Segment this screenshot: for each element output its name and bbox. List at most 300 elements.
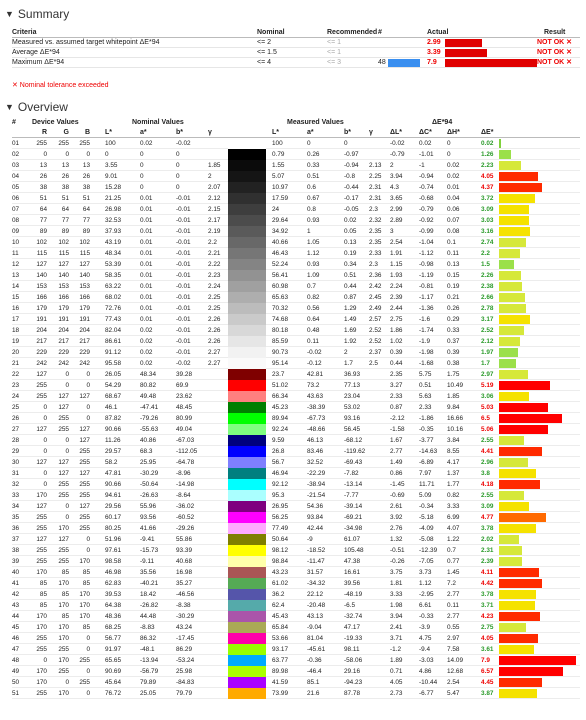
device-g: 0: [65, 514, 69, 521]
delta-l: -0.26: [390, 558, 405, 565]
delta-e-bar: [499, 436, 524, 445]
patch-id: 05: [12, 184, 20, 191]
delta-l: 0.71: [390, 668, 403, 675]
patch-id: 45: [12, 624, 20, 631]
delta-l: 0.86: [390, 470, 403, 477]
device-r: 0: [43, 657, 47, 664]
delta-e: 2.55: [481, 437, 494, 444]
delta-e: 4.45: [481, 679, 494, 686]
measured-b: -68.12: [344, 437, 363, 444]
device-r: 255: [36, 514, 47, 521]
delta-c: -0.98: [419, 261, 434, 268]
delta-h: 4.17: [447, 459, 460, 466]
nominal-l: 15.28: [105, 184, 121, 191]
overview-column-header-row: [12, 128, 580, 138]
device-b: 204: [79, 327, 90, 334]
col-header-hash: #: [12, 119, 16, 126]
nominal-gamma: 2.23: [208, 272, 221, 279]
measured-b: -13.14: [344, 481, 363, 488]
delta-e: 4.05: [481, 173, 494, 180]
measured-b: -32.74: [344, 613, 363, 620]
delta-e-bar: [499, 392, 529, 401]
device-g: 0: [65, 371, 69, 378]
summary-criteria: Average ΔE*94: [12, 49, 60, 56]
measured-gamma: 2.37: [369, 349, 382, 356]
delta-l: 0.39: [390, 349, 403, 356]
measured-gamma: 2.31: [369, 195, 382, 202]
delta-e: 4.41: [481, 448, 494, 455]
patch-id: 07: [12, 206, 20, 213]
delta-h: 10.16: [447, 426, 463, 433]
delta-e-bar: [499, 260, 514, 269]
measured-b: 0.05: [344, 228, 357, 235]
patch-id: 26: [12, 415, 20, 422]
measured-a: 0.7: [307, 283, 316, 290]
color-swatch: [228, 545, 266, 556]
overview-row: [12, 259, 580, 270]
delta-e: 3.16: [481, 228, 494, 235]
nominal-a: 0.01: [140, 217, 153, 224]
device-r: 85: [39, 602, 47, 609]
measured-l: 90.73: [272, 349, 288, 356]
measured-b: 1.49: [344, 316, 357, 323]
patch-id: 27: [12, 426, 20, 433]
measured-l: 40.66: [272, 239, 288, 246]
color-swatch: [228, 226, 266, 237]
delta-l: 4.05: [390, 679, 403, 686]
nominal-gamma: 2.25: [208, 294, 221, 301]
device-g: 255: [58, 547, 69, 554]
nominal-gamma: 2.26: [208, 338, 221, 345]
delta-l: -0.51: [390, 547, 405, 554]
delta-l: 2.61: [390, 503, 403, 510]
device-g: 85: [61, 613, 69, 620]
device-g: 77: [61, 217, 69, 224]
device-g: 64: [61, 206, 69, 213]
overview-row: [12, 666, 580, 677]
delta-e: 2.66: [481, 294, 494, 301]
delta-e-bar: [499, 403, 548, 412]
device-r: 255: [36, 635, 47, 642]
device-r: 170: [36, 668, 47, 675]
delta-c: -0.92: [419, 217, 434, 224]
delta-c: 6.61: [419, 602, 432, 609]
measured-a: -48.66: [307, 426, 326, 433]
patch-id: 37: [12, 536, 20, 543]
delta-h: 9.84: [447, 404, 460, 411]
device-b: 170: [79, 602, 90, 609]
summary-criteria: Maximum ΔE*94: [12, 59, 65, 66]
device-r: 140: [36, 272, 47, 279]
nominal-l: 39.53: [105, 591, 121, 598]
delta-h: 0.06: [447, 206, 460, 213]
device-r: 170: [36, 492, 47, 499]
patch-id: 06: [12, 195, 20, 202]
device-g: 127: [58, 393, 69, 400]
color-swatch: [228, 501, 266, 512]
device-b: 255: [79, 514, 90, 521]
nominal-a: 0.01: [140, 305, 153, 312]
measured-b: -7.77: [344, 492, 359, 499]
measured-b: -48.19: [344, 591, 363, 598]
nominal-b: -0.01: [176, 327, 191, 334]
measured-a: -21.54: [307, 492, 326, 499]
delta-l: 3.65: [390, 195, 403, 202]
measured-b: -0.05: [344, 206, 359, 213]
patch-id: 01: [12, 140, 20, 147]
delta-c: -0.33: [419, 613, 434, 620]
measured-a: 0.93: [307, 261, 320, 268]
delta-e-bar: [499, 271, 521, 280]
patch-id: 44: [12, 613, 20, 620]
delta-h: 1.37: [447, 470, 460, 477]
patch-id: 20: [12, 349, 20, 356]
device-r: 0: [43, 415, 47, 422]
device-b: 0: [86, 547, 90, 554]
delta-h: 0.01: [447, 184, 460, 191]
delta-h: 0.19: [447, 283, 460, 290]
summary-section-header[interactable]: [0, 6, 69, 22]
measured-a: -46.4: [307, 668, 322, 675]
overview-section-header[interactable]: [0, 99, 68, 115]
nominal-a: 25.95: [140, 459, 156, 466]
delta-l: 2: [390, 162, 394, 169]
nominal-l: 82.04: [105, 327, 121, 334]
delta-h: 0.7: [447, 547, 456, 554]
measured-b: -69.43: [344, 459, 363, 466]
device-r: 0: [43, 404, 47, 411]
delta-c: -3.9: [419, 624, 431, 631]
delta-c: -12.39: [419, 547, 438, 554]
delta-e-bar: [499, 216, 529, 225]
nominal-l: 68.67: [105, 393, 121, 400]
delta-e-bar: [499, 150, 511, 159]
measured-l: 34.92: [272, 228, 288, 235]
patch-id: 47: [12, 646, 20, 653]
delta-e: 4.37: [481, 184, 494, 191]
patch-id: 16: [12, 305, 20, 312]
nominal-l: 76.72: [105, 690, 121, 697]
color-swatch: [228, 633, 266, 644]
color-swatch: [228, 380, 266, 391]
measured-l: 29.64: [272, 217, 288, 224]
device-r: 255: [36, 547, 47, 554]
device-b: 127: [79, 437, 90, 444]
header-recommended: Recommended: [327, 29, 378, 36]
measured-l: 0.79: [272, 151, 285, 158]
overview-row: [12, 688, 580, 699]
delta-c: -1.9: [419, 338, 431, 345]
overview-row: [12, 347, 580, 358]
device-g: 255: [58, 668, 69, 675]
device-g: 170: [58, 602, 69, 609]
measured-a: 46.13: [307, 437, 323, 444]
delta-l: 2.99: [390, 206, 403, 213]
delta-e: 5.03: [481, 404, 494, 411]
patch-id: 28: [12, 437, 20, 444]
measured-b: 1.7: [344, 360, 353, 367]
summary-criteria: Measured vs. assumed target whitepoint ΔE*94: [12, 39, 160, 46]
delta-e: 7.9: [481, 657, 490, 664]
measured-l: 5.07: [272, 173, 285, 180]
device-r: 26: [39, 173, 47, 180]
nominal-l: 46.1: [105, 404, 118, 411]
nominal-a: 0: [140, 184, 144, 191]
device-b: 85: [82, 569, 90, 576]
nominal-l: 63.22: [105, 283, 121, 290]
delta-l: 1.49: [390, 459, 403, 466]
measured-b: -119.62: [344, 448, 366, 455]
delta-e-bar: [499, 678, 542, 687]
nominal-b: 16.98: [176, 569, 192, 576]
nominal-a: 35.56: [140, 569, 156, 576]
nominal-l: 58.2: [105, 459, 118, 466]
device-g: 0: [65, 382, 69, 389]
delta-h: 16.66: [447, 415, 463, 422]
delta-c: -0.35: [419, 426, 434, 433]
delta-e-bar: [499, 370, 528, 379]
overview-row: [12, 589, 580, 600]
measured-l: 95.3: [272, 492, 285, 499]
measured-a: 81.04: [307, 635, 323, 642]
measured-b: 0.44: [344, 283, 357, 290]
device-r: 0: [43, 151, 47, 158]
measured-l: 10.97: [272, 184, 288, 191]
measured-a: 85.1: [307, 679, 320, 686]
delta-e-bar: [499, 194, 535, 203]
measured-a: 0.82: [307, 294, 320, 301]
delta-h: 12.68: [447, 668, 463, 675]
nominal-b: -30.29: [176, 613, 195, 620]
nominal-l: 91.97: [105, 646, 121, 653]
overview-row: [12, 138, 580, 149]
nominal-b: -64.78: [176, 459, 195, 466]
color-swatch: [228, 677, 266, 688]
measured-b: 87.78: [344, 690, 360, 697]
device-g: 0: [65, 503, 69, 510]
measured-a: -38.94: [307, 481, 326, 488]
measured-l: 45.43: [272, 613, 288, 620]
device-r: 170: [36, 679, 47, 686]
delta-e: 2.23: [481, 162, 494, 169]
summary-recommended: <= 3: [327, 59, 342, 66]
nominal-b: 0: [176, 173, 180, 180]
nominal-a: 0.01: [140, 316, 153, 323]
delta-h: 0.26: [447, 305, 460, 312]
delta-c: -0.68: [419, 195, 434, 202]
device-b: 0: [86, 690, 90, 697]
measured-l: 24: [272, 206, 280, 213]
delta-c: -1.86: [419, 415, 434, 422]
device-r: 38: [39, 184, 47, 191]
color-swatch: [228, 347, 266, 358]
overview-table: [12, 118, 580, 699]
delta-c: 5.63: [419, 393, 432, 400]
delta-e: 3.71: [481, 602, 494, 609]
measured-b: 0.13: [344, 239, 357, 246]
measured-gamma: 2.31: [369, 184, 382, 191]
delta-l: 3.94: [390, 173, 403, 180]
summary-actual: 7.9: [427, 59, 437, 66]
device-g: 179: [58, 305, 69, 312]
collapse-triangle-icon[interactable]: ▼: [5, 9, 14, 19]
measured-gamma: 2.5: [369, 360, 378, 367]
nominal-a: -56.79: [140, 668, 159, 675]
measured-b: -6.5: [344, 602, 356, 609]
patch-id: 21: [12, 360, 20, 367]
measured-a: 0.51: [307, 173, 320, 180]
measured-b: 0.02: [344, 217, 357, 224]
col-header-nominal-b: b*: [176, 129, 183, 136]
device-r: 255: [36, 393, 47, 400]
nominal-l: 97.61: [105, 547, 121, 554]
nominal-l: 68.02: [105, 294, 121, 301]
delta-c: -3.77: [419, 437, 434, 444]
nominal-gamma: 2.2: [208, 239, 217, 246]
measured-a: 0.48: [307, 327, 320, 334]
device-b: 153: [79, 283, 90, 290]
overview-group-header-row: [12, 118, 580, 128]
summary-actual-bar: [445, 49, 487, 57]
delta-e-bar: [499, 238, 526, 247]
device-b: 217: [79, 338, 90, 345]
delta-e-bar: [499, 469, 536, 478]
delta-e: 2.02: [481, 536, 494, 543]
nominal-a: -9.11: [140, 558, 155, 565]
measured-l: 77.49: [272, 525, 288, 532]
patch-id: 30: [12, 459, 20, 466]
delta-l: -1.2: [390, 646, 402, 653]
device-g: 166: [58, 294, 69, 301]
delta-e-bar: [499, 447, 542, 456]
measured-l: 41.59: [272, 679, 288, 686]
nominal-gamma: 2.22: [208, 261, 221, 268]
patch-id: 13: [12, 272, 20, 279]
color-swatch: [228, 611, 266, 622]
delta-e: 5.06: [481, 426, 494, 433]
nominal-l: 48.34: [105, 250, 121, 257]
nominal-b: -29.26: [176, 525, 195, 532]
delta-h: 0.11: [447, 602, 459, 609]
measured-gamma: 2.45: [369, 294, 382, 301]
delta-h: 7.2: [447, 580, 456, 587]
nominal-b: -0.02: [176, 140, 191, 147]
delta-h: 1.45: [447, 569, 460, 576]
measured-gamma: 2.3: [369, 261, 378, 268]
nominal-b: -0.01: [176, 217, 191, 224]
device-b: 166: [79, 294, 90, 301]
delta-h: 0.11: [447, 250, 459, 257]
measured-b: 2: [344, 349, 348, 356]
patch-id: 41: [12, 580, 20, 587]
delta-e: 2.78: [481, 305, 494, 312]
col-header-nominal-gamma: γ: [208, 129, 212, 136]
group-header-measured: Measured Values: [287, 119, 344, 126]
delta-l: 1.91: [390, 250, 403, 257]
delta-e-bar: [499, 183, 542, 192]
delta-c: -3.03: [419, 657, 434, 664]
nominal-a: 40.86: [140, 437, 156, 444]
nominal-a: 93.56: [140, 514, 156, 521]
col-header-delta-l: ΔL*: [390, 129, 403, 136]
measured-l: 73.99: [272, 690, 288, 697]
overview-row: [12, 215, 580, 226]
nominal-a: 0.01: [140, 294, 153, 301]
nominal-b: -60.52: [176, 514, 195, 521]
delta-c: -1.19: [419, 272, 434, 279]
delta-c: -0.81: [419, 283, 434, 290]
device-b: 0: [86, 415, 90, 422]
device-b: 0: [86, 371, 90, 378]
nominal-b: -0.01: [176, 294, 191, 301]
nominal-gamma: 2.07: [208, 184, 221, 191]
collapse-triangle-icon[interactable]: ▼: [5, 102, 14, 112]
nominal-a: 0: [140, 162, 144, 169]
delta-c: 0.51: [419, 382, 432, 389]
delta-h: 0.04: [447, 195, 460, 202]
measured-a: 42.44: [307, 525, 323, 532]
delta-e: 2.38: [481, 283, 494, 290]
delta-l: 2.54: [390, 239, 403, 246]
measured-gamma: 2.32: [369, 217, 382, 224]
overview-title: Overview: [17, 100, 68, 114]
color-swatch: [228, 391, 266, 402]
measured-gamma: 2.42: [369, 283, 382, 290]
col-header-delta-h: ΔH*: [447, 129, 460, 136]
summary-actual-bar: [445, 39, 482, 47]
color-swatch: [228, 204, 266, 215]
overview-row: [12, 391, 580, 402]
col-header-measured-gamma: γ: [369, 129, 373, 136]
delta-e-bar: [499, 205, 529, 214]
overview-row: [12, 578, 580, 589]
summary-actual: 3.39: [427, 49, 441, 56]
delta-l: -0.79: [390, 151, 405, 158]
device-g: 170: [58, 657, 69, 664]
delta-c: -0.99: [419, 228, 434, 235]
measured-l: 92.12: [272, 481, 288, 488]
delta-c: -1.04: [419, 239, 434, 246]
delta-c: -1.01: [419, 151, 434, 158]
measured-l: 89.98: [272, 668, 288, 675]
device-b: 191: [79, 316, 90, 323]
delta-l: 0.87: [390, 404, 403, 411]
delta-c: 2.33: [419, 404, 432, 411]
measured-l: 65.84: [272, 624, 288, 631]
device-b: 255: [79, 525, 90, 532]
measured-l: 63.77: [272, 657, 288, 664]
header-result: Result: [544, 29, 566, 36]
measured-b: 98.11: [344, 646, 360, 653]
nominal-a: 0: [140, 151, 144, 158]
delta-c: -9.4: [419, 646, 431, 653]
delta-l: 3.33: [390, 591, 403, 598]
patch-id: 15: [12, 294, 20, 301]
nominal-a: 48.34: [140, 371, 156, 378]
col-header-g: G: [63, 129, 69, 136]
device-g: 115: [58, 250, 69, 257]
nominal-a: 0.01: [140, 195, 153, 202]
measured-l: 89.94: [272, 415, 288, 422]
color-swatch: [228, 171, 266, 182]
delta-e-bar: [499, 381, 550, 390]
device-b: 26: [82, 173, 90, 180]
delta-c: -5.08: [419, 536, 434, 543]
measured-b: 36.93: [344, 371, 360, 378]
measured-a: 0: [307, 140, 311, 147]
header-hash: #: [378, 29, 382, 36]
measured-b: 23.04: [344, 393, 360, 400]
